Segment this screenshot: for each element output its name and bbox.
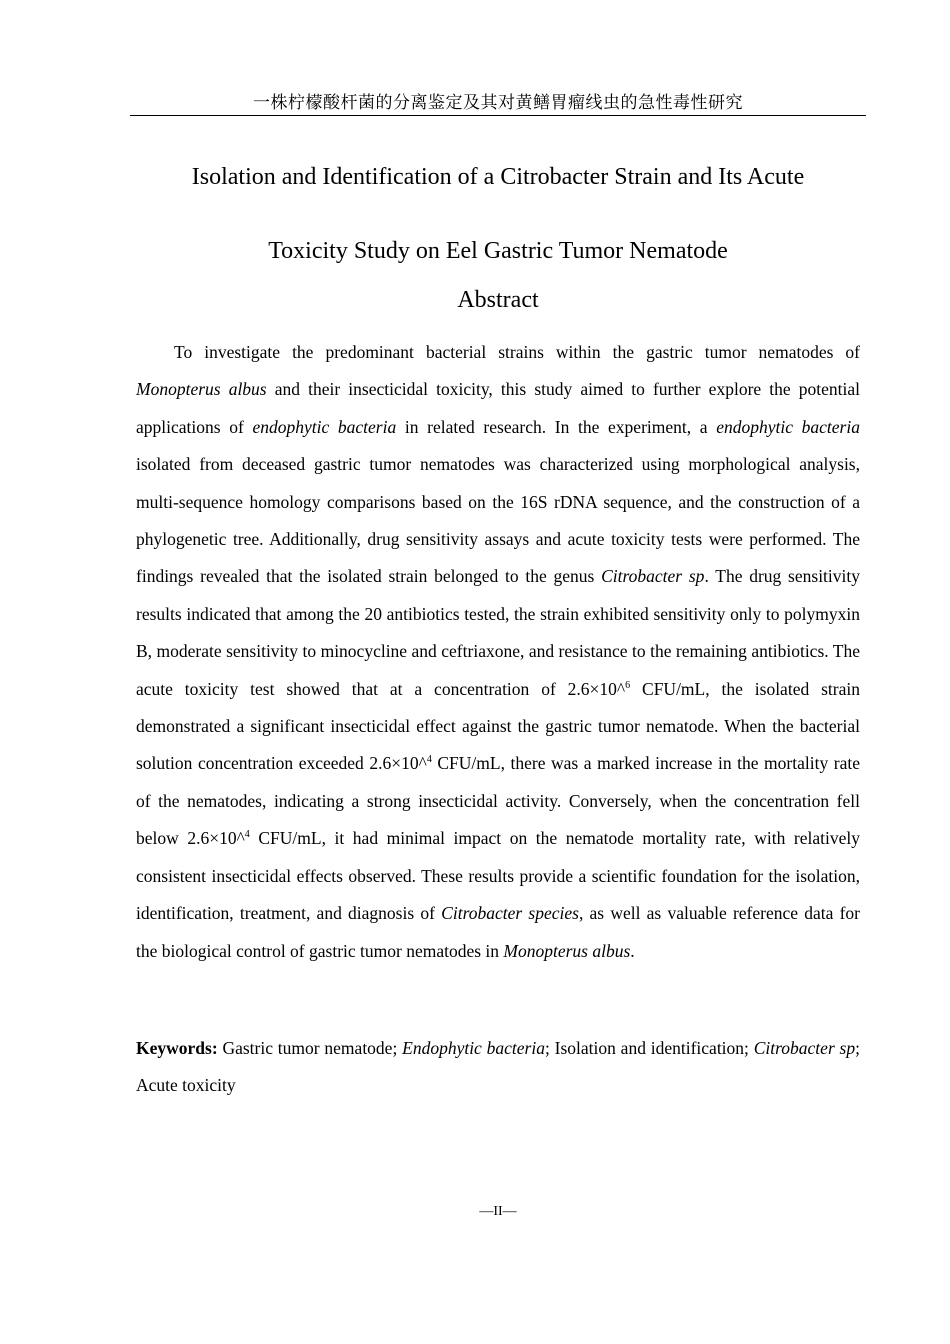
title-line-2: Toxicity Study on Eel Gastric Tumor Nematode [268, 238, 728, 264]
abstract-text: and their insecticidal toxicity, this study aimed to further explore the potential applications of [136, 379, 861, 437]
abstract-text: CFU/mL, the isolated strain demonstrated a significant insecticidal effect against the gastric tumor nematode. When the bacterial solution concentration exceeded 2.6×10^ [136, 678, 860, 774]
species-name: Monopterus albus [136, 379, 267, 400]
abstract-text: isolated from deceased gastric tumor nematodes was characterized using morphological analysis, multi-sequence homology comparisons based on the 16S rDNA sequence, and the construction of a phylogenetic tree. Additionally, drug sensitivity assays and acute toxicity tests were performed. The findings revealed that the isolated strain belonged to the genus [136, 454, 860, 587]
keyword-text: Gastric tumor nematode; [217, 1038, 403, 1058]
term-endophytic-bacteria: endophytic bacteria [252, 416, 397, 437]
genus-name: Citrobacter sp [601, 566, 705, 587]
abstract-heading: Abstract [457, 287, 539, 313]
abstract-text: . [630, 940, 635, 961]
keywords-label: Keywords: [136, 1038, 218, 1058]
keyword-italic: Citrobacter sp [753, 1038, 856, 1058]
abstract-text: CFU/mL, it had minimal impact on the nematode mortality rate, with relatively consistent insecticidal effects observed. These results provide a scientific foundation for the isolation, identification, treatment, and diagnosis of [136, 828, 860, 924]
keyword-text: ; Isolation and identification; [544, 1038, 754, 1058]
abstract-paragraph [136, 334, 860, 970]
page-number: —II— [479, 1204, 517, 1219]
document-title [130, 140, 866, 288]
term-endophytic-bacteria: endophytic bacteria [716, 416, 860, 437]
genus-name: Citrobacter species [441, 903, 579, 924]
keyword-italic: Endophytic bacteria [402, 1038, 545, 1058]
title-line-1: Isolation and Identification of a Citrobacter Strain and Its Acute [191, 164, 805, 190]
abstract-text: , as well as valuable reference data for the biological control of gastric tumor nematodes in [136, 903, 860, 961]
keyword-text: ; Acute toxicity [136, 1038, 860, 1096]
abstract-text: To investigate the predominant bacterial strains within the gastric tumor nematodes of [174, 342, 860, 362]
keywords-paragraph [136, 1030, 860, 1105]
exponent: 6 [625, 679, 631, 691]
exponent: 4 [244, 829, 250, 841]
abstract-text: in related research. In the experiment, a [396, 416, 717, 437]
abstract-text: . The drug sensitivity results indicated that among the 20 antibiotics tested, the strain exhibited sensitivity only to polymyxin B, moderate sensitivity to minocycline and ceftriaxone, and resistance to the remaining antibiotics. The acute toxicity test showed that at a concentration of 2.6×10^ [136, 566, 860, 699]
species-name: Monopterus albus [503, 940, 631, 961]
abstract-text: CFU/mL, there was a marked increase in the mortality rate of the nematodes, indicating a strong insecticidal activity. Conversely, when the concentration fell below 2.6×10^ [136, 753, 860, 849]
exponent: 4 [426, 754, 432, 766]
header-rule [130, 115, 866, 116]
running-header: 一株柠檬酸杆菌的分离鉴定及其对黄鳝胃瘤线虫的急性毒性研究 [253, 93, 743, 112]
